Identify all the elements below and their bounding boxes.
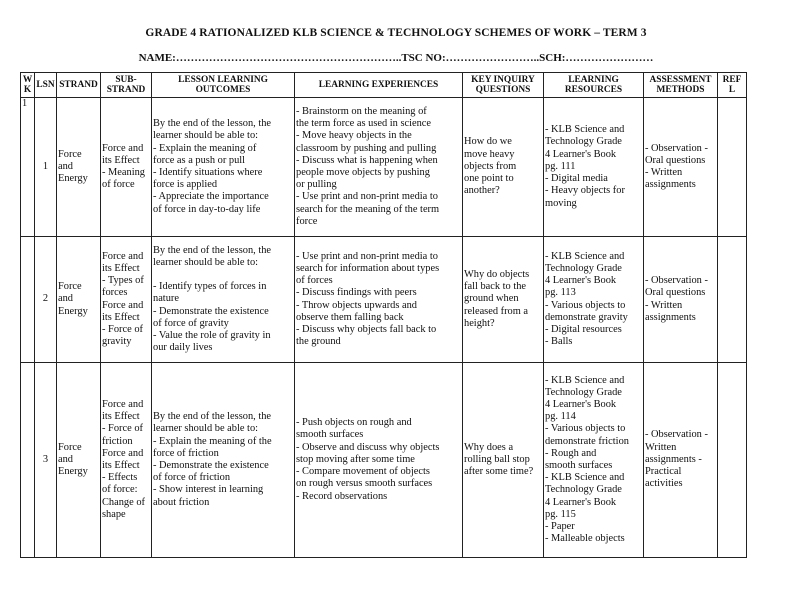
inquiry-cell bbox=[463, 237, 544, 363]
cell-line: Technology Grade bbox=[545, 136, 622, 148]
cell-line: after some time? bbox=[464, 466, 534, 478]
cell-line: Force bbox=[58, 148, 82, 160]
resources-cell bbox=[544, 363, 644, 558]
cell-line: - Observation - bbox=[645, 275, 708, 287]
assessment-cell bbox=[644, 237, 718, 363]
week-cell bbox=[21, 237, 35, 363]
header-outcomes bbox=[152, 73, 295, 98]
cell-line: learner should be able to: bbox=[153, 256, 259, 268]
cell-line: learner should be able to: bbox=[153, 130, 259, 142]
cell-line: Force and bbox=[102, 299, 144, 311]
cell-line: forces bbox=[102, 287, 128, 299]
cell-line: Force and bbox=[102, 250, 144, 262]
cell-line: - Rough and bbox=[545, 447, 597, 459]
cell-line: Technology Grade bbox=[545, 262, 622, 274]
cell-line: or pulling bbox=[296, 179, 337, 191]
cell-line: - Force of bbox=[102, 423, 143, 435]
cell-line: force bbox=[296, 215, 318, 227]
week-cell: 1 bbox=[21, 98, 35, 237]
cell-line: - Various objects to bbox=[545, 423, 626, 435]
cell-line: assignments - bbox=[645, 453, 702, 465]
cell-line: Why does a bbox=[464, 441, 514, 453]
document-title: GRADE 4 RATIONALIZED KLB SCIENCE & TECHNOLOGY SCHEMES OF WORK – TERM 3 bbox=[145, 27, 647, 39]
cell-line: - Balls bbox=[545, 336, 573, 348]
cell-line: of force: bbox=[102, 484, 138, 496]
experiences-cell bbox=[295, 363, 463, 558]
cell-line: QUESTIONS bbox=[475, 85, 531, 95]
cell-line: force is applied bbox=[153, 179, 218, 191]
cell-line: of force of friction bbox=[153, 472, 231, 484]
cell-line: W bbox=[22, 75, 33, 85]
header-experiences bbox=[295, 73, 463, 98]
header-sub-strand bbox=[101, 73, 152, 98]
strand-cell bbox=[57, 98, 101, 237]
cell-line: activities bbox=[645, 478, 683, 490]
cell-line: - Discuss findings with peers bbox=[296, 287, 417, 299]
cell-line: REF bbox=[722, 75, 742, 85]
cell-line: Technology Grade bbox=[545, 484, 622, 496]
cell-line: - Discuss why objects fall back to bbox=[296, 323, 437, 335]
cell-line: L bbox=[728, 85, 736, 95]
cell-line: people move objects by pushing bbox=[296, 167, 430, 178]
cell-line: - Throw objects upwards and bbox=[296, 299, 418, 311]
cell-line: and bbox=[58, 453, 74, 465]
cell-line: Practical bbox=[645, 466, 682, 478]
lesson-cell: 3 bbox=[35, 363, 57, 558]
header-inquiry bbox=[463, 73, 544, 98]
scheme-of-work-table bbox=[20, 72, 747, 558]
cell-line: Force and bbox=[102, 398, 144, 410]
cell-line: - Use print and non-print media to bbox=[296, 250, 438, 262]
cell-line: - Demonstrate the existence bbox=[153, 460, 269, 471]
cell-line: stop moving after some time bbox=[296, 453, 415, 465]
outcomes-cell bbox=[152, 237, 295, 363]
cell-line: - Push objects on rough and bbox=[296, 417, 412, 429]
cell-line: fall back to the bbox=[464, 281, 527, 293]
cell-line: 4 Learner's Book bbox=[545, 148, 617, 160]
cell-line: shape bbox=[102, 508, 126, 520]
cell-line: Energy bbox=[58, 305, 88, 317]
cell-line: force as a push or pull bbox=[153, 154, 246, 166]
cell-line: - Malleable objects bbox=[545, 533, 625, 545]
cell-line: - Explain the meaning of bbox=[153, 142, 257, 154]
cell-line: about friction bbox=[153, 496, 210, 508]
cell-line: - Show interest in learning bbox=[153, 484, 264, 496]
cell-line: RESOURCES bbox=[564, 85, 623, 95]
cell-line: pg. 115 bbox=[545, 508, 576, 520]
table-row bbox=[21, 363, 747, 558]
assessment-cell bbox=[644, 98, 718, 237]
cell-line: - Written bbox=[645, 299, 683, 311]
header-refl bbox=[718, 73, 747, 98]
header-assessment bbox=[644, 73, 718, 98]
cell-line: Technology Grade bbox=[545, 386, 622, 398]
cell-line: height? bbox=[464, 317, 495, 329]
cell-line: KEY INQUIRY bbox=[471, 75, 535, 85]
cell-line: - Move heavy objects in the bbox=[296, 130, 412, 142]
resources-cell bbox=[544, 98, 644, 237]
cell-line: smooth surfaces bbox=[296, 429, 364, 441]
sub-strand-cell bbox=[101, 363, 152, 558]
outcomes-cell bbox=[152, 98, 295, 237]
lesson-cell: 2 bbox=[35, 237, 57, 363]
cell-line: move heavy bbox=[464, 148, 515, 160]
cell-line bbox=[153, 269, 293, 281]
cell-line: search for the meaning of the term bbox=[296, 203, 440, 215]
cell-line: assignments bbox=[645, 179, 696, 191]
cell-line: search for information about types bbox=[296, 262, 440, 274]
cell-line: Oral questions bbox=[645, 287, 706, 299]
cell-line: nature bbox=[153, 293, 179, 305]
cell-line: another? bbox=[464, 185, 500, 197]
cell-line: - Meaning bbox=[102, 167, 145, 178]
reflection-cell bbox=[718, 237, 747, 363]
cell-line: classroom by pushing and pulling bbox=[296, 142, 437, 154]
table-row bbox=[21, 237, 747, 363]
cell-line: - Discuss what is happening when bbox=[296, 154, 438, 166]
cell-line: - Written bbox=[645, 167, 683, 178]
cell-line: on rough versus smooth surfaces bbox=[296, 478, 433, 490]
strand-cell bbox=[57, 363, 101, 558]
experiences-cell bbox=[295, 98, 463, 237]
cell-line: Force bbox=[58, 441, 82, 453]
cell-line: ground when bbox=[464, 293, 519, 305]
cell-line: - Digital resources bbox=[545, 323, 622, 335]
cell-line: of force bbox=[102, 179, 135, 191]
cell-line: LEARNING bbox=[568, 75, 619, 85]
cell-line: 4 Learner's Book bbox=[545, 275, 617, 287]
cell-line: 4 Learner's Book bbox=[545, 398, 617, 410]
cell-line: - Types of bbox=[102, 275, 144, 287]
cell-line: STRAND bbox=[59, 80, 98, 90]
cell-line: smooth surfaces bbox=[545, 460, 613, 471]
cell-line: ASSESSMENT bbox=[649, 75, 712, 85]
resources-cell bbox=[544, 237, 644, 363]
cell-line: How do we bbox=[464, 136, 512, 148]
header-lsn bbox=[35, 73, 57, 98]
cell-line: - Various objects to bbox=[545, 299, 626, 311]
cell-line: 4 Learner's Book bbox=[545, 496, 617, 508]
cell-line: SUB- bbox=[115, 75, 137, 85]
strand-cell bbox=[57, 237, 101, 363]
lesson-cell: 1 bbox=[35, 98, 57, 237]
cell-line: STRAND bbox=[106, 85, 146, 95]
cell-line: - KLB Science and bbox=[545, 250, 625, 262]
cell-line: By the end of the lesson, the bbox=[153, 411, 272, 423]
cell-line: - KLB Science and bbox=[545, 374, 625, 386]
cell-line: - Force of bbox=[102, 323, 143, 335]
week-cell bbox=[21, 363, 35, 558]
inquiry-cell bbox=[463, 363, 544, 558]
cell-line: Change of bbox=[102, 496, 145, 508]
cell-line: the ground bbox=[296, 336, 341, 348]
cell-line: released from a bbox=[464, 305, 529, 317]
cell-line: Force and bbox=[102, 447, 144, 459]
cell-line: LSN bbox=[36, 80, 55, 90]
cell-line: - Digital media bbox=[545, 173, 608, 185]
cell-line: Force and bbox=[102, 142, 144, 154]
cell-line: of force of gravity bbox=[153, 317, 229, 329]
cell-line: - Appreciate the importance bbox=[153, 191, 269, 203]
cell-line: LEARNING EXPERIENCES bbox=[318, 80, 439, 90]
cell-line: - Paper bbox=[545, 521, 575, 533]
cell-line: - Demonstrate the existence bbox=[153, 305, 269, 317]
cell-line: Energy bbox=[58, 466, 88, 478]
cell-line: learner should be able to: bbox=[153, 423, 259, 435]
cell-line: LESSON LEARNING bbox=[178, 75, 268, 85]
cell-line: - KLB Science and bbox=[545, 124, 625, 136]
cell-line: - KLB Science and bbox=[545, 472, 625, 484]
cell-line: pg. 114 bbox=[545, 411, 576, 423]
sub-strand-cell bbox=[101, 237, 152, 363]
teacher-fields-line: NAME:……………………………………………………..TSC NO:……………………..SCH:…………………… bbox=[138, 52, 654, 64]
cell-line: - Identify types of forces in bbox=[153, 281, 267, 293]
inquiry-cell bbox=[463, 98, 544, 237]
cell-line: observe them falling back bbox=[296, 311, 404, 323]
cell-line: pg. 113 bbox=[545, 287, 576, 299]
cell-line: its Effect bbox=[102, 311, 140, 323]
cell-line: its Effect bbox=[102, 154, 140, 166]
cell-line: METHODS bbox=[656, 85, 705, 95]
cell-line: OUTCOMES bbox=[195, 85, 251, 95]
header-row bbox=[21, 73, 747, 98]
cell-line: - Effects bbox=[102, 472, 138, 484]
cell-line: objects from bbox=[464, 160, 517, 172]
cell-line: assignments bbox=[645, 311, 696, 323]
cell-line: demonstrate friction bbox=[545, 435, 629, 447]
cell-line: gravity bbox=[102, 336, 132, 348]
cell-line: - Identify situations where bbox=[153, 167, 263, 178]
cell-line: By the end of the lesson, the bbox=[153, 118, 272, 130]
assessment-cell bbox=[644, 363, 718, 558]
cell-line: - Record observations bbox=[296, 490, 388, 502]
cell-line: moving bbox=[545, 197, 577, 209]
cell-line: - Observation - bbox=[645, 142, 708, 154]
cell-line: its Effect bbox=[102, 262, 140, 274]
cell-line: the term force as used in science bbox=[296, 118, 432, 130]
cell-line: our daily lives bbox=[153, 342, 213, 354]
cell-line: - Use print and non-print media to bbox=[296, 191, 438, 203]
cell-line: demonstrate gravity bbox=[545, 311, 628, 323]
cell-line: pg. 111 bbox=[545, 160, 576, 172]
cell-line: force of friction bbox=[153, 447, 219, 459]
cell-line: and bbox=[58, 160, 74, 172]
cell-line: K bbox=[23, 85, 32, 95]
reflection-cell bbox=[718, 363, 747, 558]
sub-strand-cell bbox=[101, 98, 152, 237]
reflection-cell bbox=[718, 98, 747, 237]
cell-line: Why do objects bbox=[464, 268, 530, 280]
cell-line: Oral questions bbox=[645, 154, 706, 166]
cell-line: By the end of the lesson, the bbox=[153, 244, 272, 256]
header-resources bbox=[544, 73, 644, 98]
cell-line: - Heavy objects for bbox=[545, 185, 625, 197]
cell-line: of force in day-to-day life bbox=[153, 203, 261, 215]
cell-line: of forces bbox=[296, 275, 333, 287]
cell-line: rolling ball stop bbox=[464, 453, 530, 465]
header-strand bbox=[57, 73, 101, 98]
cell-line: - Explain the meaning of the bbox=[153, 435, 272, 447]
table-row bbox=[21, 98, 747, 237]
experiences-cell bbox=[295, 237, 463, 363]
cell-line: - Observation - bbox=[645, 429, 708, 441]
cell-line: Energy bbox=[58, 173, 88, 185]
cell-line: its Effect bbox=[102, 411, 140, 423]
outcomes-cell bbox=[152, 363, 295, 558]
cell-line: - Brainstorm on the meaning of bbox=[296, 105, 427, 117]
cell-line: - Observe and discuss why objects bbox=[296, 441, 440, 453]
cell-line: friction bbox=[102, 435, 133, 447]
cell-line: - Compare movement of objects bbox=[296, 466, 430, 478]
header-wk bbox=[21, 73, 35, 98]
cell-line: and bbox=[58, 293, 74, 305]
cell-line: its Effect bbox=[102, 460, 140, 471]
cell-line: Written bbox=[645, 441, 677, 453]
cell-line: one point to bbox=[464, 173, 514, 185]
cell-line: - Value the role of gravity in bbox=[153, 330, 271, 341]
cell-line: Force bbox=[58, 281, 82, 293]
